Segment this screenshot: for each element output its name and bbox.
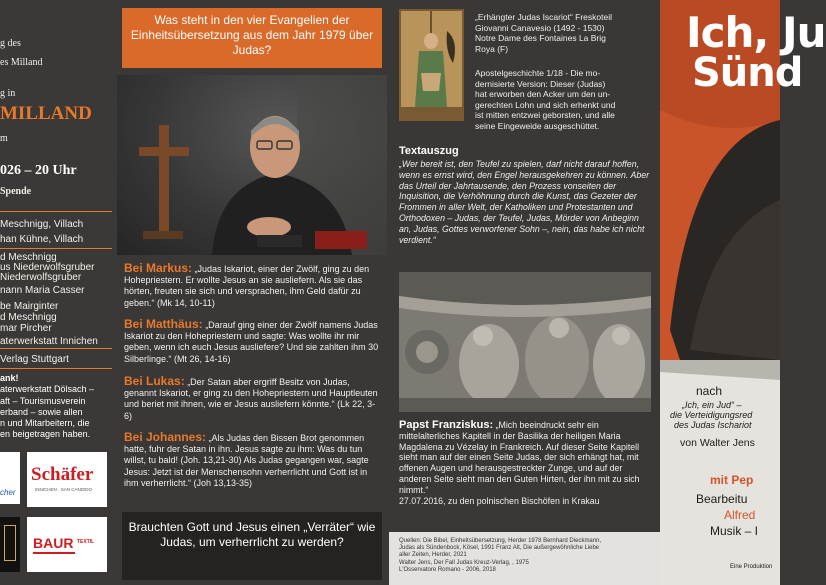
fresco-image [399, 9, 464, 121]
acts-line: ist mitten entzwei geborsten, und alle [475, 110, 615, 120]
intro-line: g des [0, 38, 21, 49]
gospel-text: „Judas Iskariot, einer der Zwölf, ging zu den Hohepriestern. Er wollte Jesus an sie ausliefern. Als sie das hörten, freuten sie sich und versprachen, ihm Geld dafür zu geben.“ (Mk 14, 10-11) [124, 264, 370, 308]
caption-line: „Erhängter Judas Iscariot“ Freskoteil [475, 12, 612, 22]
cover-production: Eine Produktion [730, 564, 773, 570]
sources-box [389, 532, 660, 585]
caption-line: Giovanni Canavesio (1492 - 1530) [475, 22, 605, 33]
cast-line: han Kühne, Villach [0, 234, 84, 245]
caption-line: Notre Dame des Fontaines La Brig [475, 33, 606, 43]
cover-subtitle-line: des Judas Ischariot [674, 420, 752, 430]
sponsor-logo-frame [4, 525, 16, 561]
cover-author: von Walter Jens [680, 437, 755, 449]
gospel-johannes [124, 432, 382, 489]
actor-photo [117, 75, 387, 255]
cast-line: d Meschnigg [0, 312, 57, 323]
capital-illustration [399, 272, 651, 412]
capital-photo [399, 272, 651, 412]
schaefer-logo-sub: INNICHEN · SAN CANDIDO [35, 487, 93, 492]
cover-music: Musik – I [710, 524, 759, 538]
gospel-text: „Als Judas den Bissen Brot genommen hatte, fuhr der Satan in ihn. Jesus sagte zu ihm: Was du tun willst, tu bald! (Joh. 13,21-30) Als Judas gegangen war, sagte Jesus: Jetzt ist der Menschensohn verherrlicht und Gott ist in ihm verherrlicht.“ (Joh 13,13-35) [124, 433, 369, 488]
source-line: Walter Jens, Der Fall Judas Kreuz-Verlag, , 1975 [399, 559, 529, 566]
publisher-line: Verlag Stuttgart [0, 354, 69, 365]
question-box: Was steht in den vier Evangelien der Einheitsübersetzung aus dem Jahr 1979 über Judas? [122, 8, 382, 68]
schaefer-logo-text: Schäfer [31, 464, 94, 485]
excerpt-text: „Wer bereit ist, den Teufel zu spielen, darf nicht darauf hoffen, wenn es ernst wird, den Engel herausgekehren zu können. Aber das Urteil der Jahrtausende, den Prozess vonseiten der Inquisition, die Verhöhnung durch die Kunst, das Gezeter der Frommen in aller Welt, der Katholiken und Protestanten und Orthodoxen – Judas, der Teufel, Judas, Mörder von Anbeginn an, Judas, Gottes verworfener Sohn –, nein, das habe ich nicht verdient.“ [399, 159, 650, 245]
source-line: Judas als Sündenbock, Kösel, 1991 Franz Alt, Die außergewöhnliche Liebe [399, 545, 600, 552]
cover-cast: mit Pep [710, 473, 754, 487]
thanks-block [0, 373, 112, 441]
intro-line: es Milland [0, 57, 43, 68]
actor-illustration [117, 75, 387, 255]
admission-note: Spende [0, 186, 32, 197]
sponsor-logo-dark [0, 517, 20, 572]
thanks-line: aterwerkstatt Dölsach – [0, 384, 95, 395]
poster-cover [660, 0, 826, 585]
cover-title-line1: Ich, Ju [686, 8, 826, 57]
acts-line: dernisierte Version: Dieser (Judas) [475, 78, 606, 89]
gospel-label: Bei Johannes: [124, 430, 207, 444]
acts-line: hat erworben den Acker um den un- [475, 89, 611, 99]
cover-title-line2: Sünd [692, 50, 803, 96]
cover-nach: nach [696, 384, 723, 398]
acts-line: Apostelgeschichte 1/18 - Die mo- [475, 68, 601, 78]
left-info-column [0, 0, 117, 585]
cast-line: aterwerkstatt Innichen [0, 336, 98, 347]
baur-logo-underline [33, 552, 75, 554]
acts-line: gerechten Lohn und sich erhenkt und [475, 99, 616, 110]
gospel-matthaeus [124, 319, 382, 365]
thanks-line: aft – Tourismusverein [0, 395, 86, 406]
divider [0, 348, 112, 349]
divider [0, 248, 112, 249]
thanks-line: n und Mitarbeitern, die [0, 418, 90, 429]
cover-subtitle-line: „Ich, ein Jud“ – [682, 400, 742, 410]
gospels-column [117, 0, 387, 585]
event-date: 026 – 20 Uhr [0, 163, 77, 178]
thanks-line: erband – sowie allen [0, 406, 83, 417]
baur-logo-text: BAUR [33, 535, 74, 551]
cast-line: be Mairginter [0, 301, 59, 312]
thanks-line: ank! [0, 373, 19, 383]
source-line: Quellen: Die Bibel, Einheitsübersetzung, Herder 1978 Bernhard Dieckmann, [399, 538, 602, 544]
caption-line: Roya (F) [475, 43, 509, 54]
sponsor-logo [0, 452, 20, 504]
cast-line: Niederwolfsgruber [0, 272, 82, 283]
cover-subtitle-line: die Verteidigungsred [670, 410, 753, 420]
acts-line: seine Eingeweide ausgeschüttet. [475, 120, 600, 131]
pope-label: Papst Franziskus: [399, 419, 494, 431]
gospel-label: Bei Matthäus: [124, 317, 203, 331]
fresco-illustration [401, 11, 462, 119]
gospel-text: „Darauf ging einer der Zwölf namens Judas Iskariot zu den Hohepriestern und sagte: Was wollte ihr mir geben, wenn ich euch Jesus ausliefere? Und sie zahlten ihm 30 Silberlinge.“ (Mt 26, 14-16) [124, 320, 379, 364]
sponsor-logo-text: cher [0, 488, 16, 497]
pope-text: „Mich beeindruckt sehr ein mittelalterliches Kapitell in der Basilika der heiligen Maria Magdalena zu Vézelay in Frankreich. Auf dieser Seite Kapitell sieht man auf der einen Seite Judas, der sich erhängt hat, mit offenen Augen und herausgestreckter Zunge, und auf der anderen Seite sieht man den Guten Hirten, der ihn mit zu sich nimmt.“ [399, 420, 640, 495]
divider [0, 211, 112, 212]
fresco-caption [475, 12, 653, 54]
source-line: aller Zeiten, Herder, 2021 [399, 552, 467, 559]
gospel-lukas [124, 376, 382, 422]
venue-title: MILLAND [0, 103, 92, 124]
schaefer-logo [27, 452, 107, 507]
excerpt-heading: Textauszug [399, 145, 459, 157]
cover-adapter: Alfred [724, 508, 756, 522]
cast-line: us Niederwolfsgruber [0, 262, 95, 273]
gospel-label: Bei Lukas: [124, 374, 185, 388]
acts-quote [475, 68, 655, 131]
gospel-markus [124, 263, 382, 309]
source-line: L'Osservatore Romano - 2006, 2018 [399, 566, 496, 573]
thanks-line: en beigetragen haben. [0, 429, 91, 440]
intro-line: g in [0, 88, 16, 99]
cast-line: d Meschnigg [0, 252, 57, 263]
cast-line: mar Pircher [0, 323, 52, 334]
pope-date: 27.07.2016, zu den polnischen Bischöfen in Krakau [399, 495, 600, 506]
baur-logo [27, 517, 107, 572]
gospel-label: Bei Markus: [124, 261, 193, 275]
venue-subtitle: m [0, 133, 8, 144]
cast-line: nann Maria Casser [0, 285, 85, 296]
quotes-column [389, 0, 660, 585]
cast-line: Meschnigg, Villach [0, 219, 84, 230]
pope-quote [399, 420, 651, 506]
baur-logo-small: TEXTIL [77, 539, 95, 545]
cover-adaptation: Bearbeitu [696, 492, 748, 506]
divider [0, 368, 112, 369]
gospel-text: „Der Satan aber ergriff Besitz von Judas, genannt Iskariot, er ging zu den Hohepriestern und Hauptleuten und beriet mit ihnen, wie er Jesus ausliefern könnte.“ (Lk 22, 3-6) [124, 377, 378, 421]
closing-question-box: Brauchten Gott und Jesus einen „Verräter“ wie Judas, um verherrlicht zu werden? [122, 512, 382, 580]
